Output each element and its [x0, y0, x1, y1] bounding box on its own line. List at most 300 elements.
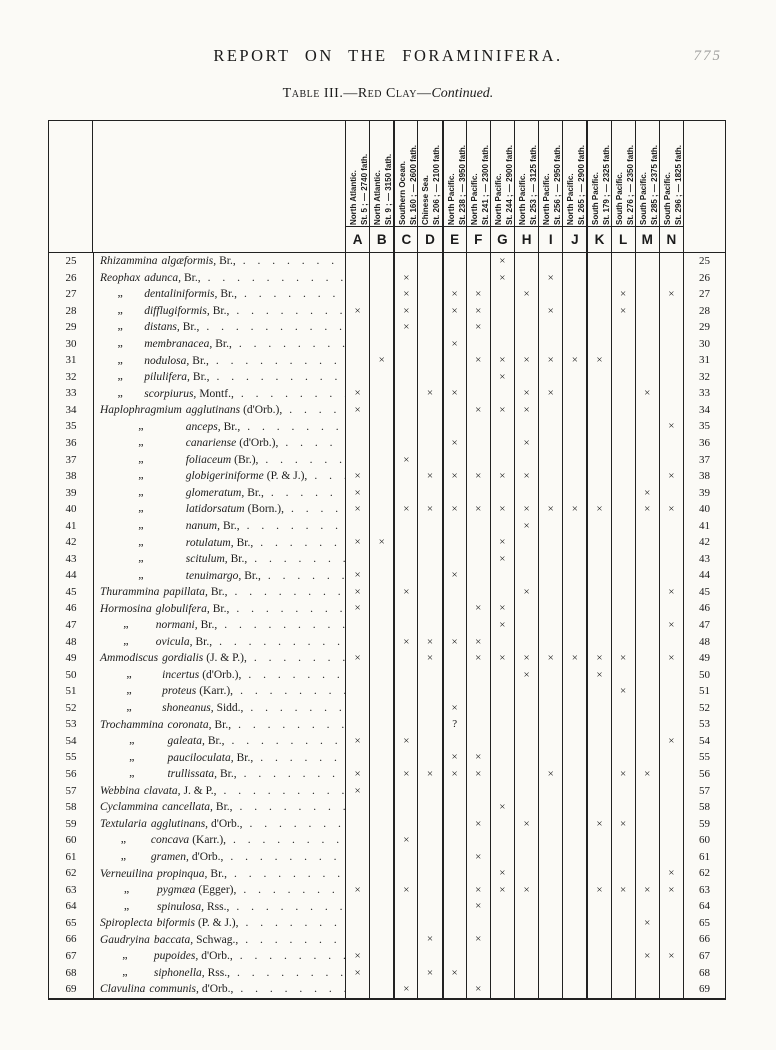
mark-cell-G-63: × — [490, 882, 514, 899]
row-number-right: 57 — [683, 783, 725, 800]
mark-cell-D-64 — [417, 898, 441, 915]
mark-cell-F-44 — [466, 567, 490, 584]
red-clay-table — [48, 120, 726, 1000]
mark-cell-G-56 — [490, 766, 514, 783]
authority: Br., — [192, 371, 210, 384]
dot-leaders — [229, 305, 345, 317]
mark-cell-K-32 — [586, 369, 610, 386]
mark-cell-C-48: × — [393, 634, 417, 651]
row-number-right: 47 — [683, 617, 725, 634]
mark-cell-B-66 — [369, 931, 393, 948]
mark-cell-I-40: × — [538, 501, 562, 518]
mark-cell-B-39 — [369, 485, 393, 502]
mark-cell-M-34 — [635, 402, 659, 419]
mark-cell-N-34 — [659, 402, 683, 419]
mark-cell-A-62 — [345, 865, 369, 882]
mark-cell-I-36 — [538, 435, 562, 452]
mark-cell-E-56: × — [442, 766, 466, 783]
mark-cell-C-57 — [393, 783, 417, 800]
row-number-left: 57 — [65, 784, 77, 797]
mark-cell-M-56: × — [635, 766, 659, 783]
mark-cell-E-68: × — [442, 965, 466, 982]
species-row — [93, 435, 345, 452]
row-number-left: 52 — [65, 701, 77, 714]
mark-cell-D-40: × — [417, 501, 441, 518]
species-row — [93, 931, 345, 948]
species-row — [93, 700, 345, 717]
authority: Br., — [183, 271, 201, 284]
mark-cell-I-58 — [538, 799, 562, 816]
row-number-right: 50 — [683, 667, 725, 684]
mark-cell-G-50 — [490, 667, 514, 684]
station-label — [615, 125, 637, 225]
authority: (d'Orb.), — [243, 404, 283, 417]
mark-cell-L-54 — [611, 733, 635, 750]
mark-cell-B-58 — [369, 799, 393, 816]
ditto-mark: „ — [138, 501, 144, 515]
mark-cell-C-52 — [393, 700, 417, 717]
station-label — [663, 125, 685, 225]
mark-cell-B-32 — [369, 369, 393, 386]
species-row — [93, 749, 345, 766]
mark-cell-B-61 — [369, 849, 393, 866]
mark-cell-G-46: × — [490, 600, 514, 617]
mark-cell-D-41 — [417, 518, 441, 535]
mark-cell-F-37 — [466, 452, 490, 469]
species-name: incertus — [162, 668, 200, 681]
mark-cell-B-33 — [369, 385, 393, 402]
mark-cell-D-47 — [417, 617, 441, 634]
genus-slot: Hormosina — [100, 602, 152, 615]
mark-cell-E-28: × — [442, 303, 466, 320]
mark-cell-C-53 — [393, 716, 417, 733]
species-row — [93, 965, 345, 982]
genus-slot: Ammodiscus — [100, 652, 159, 665]
mark-cell-J-64 — [562, 898, 586, 915]
mark-cell-F-31: × — [466, 352, 490, 369]
species-name: shoneanus, — [162, 702, 214, 715]
mark-cell-A-53 — [345, 716, 369, 733]
mark-cell-E-63 — [442, 882, 466, 899]
mark-cell-C-68 — [393, 965, 417, 982]
dot-leaders — [210, 371, 345, 383]
mark-cell-A-42: × — [345, 534, 369, 551]
dot-leaders — [258, 454, 345, 466]
mark-cell-D-67 — [417, 948, 441, 965]
authority: (Karr.), — [192, 834, 227, 847]
mark-cell-C-55 — [393, 749, 417, 766]
mark-cell-D-61 — [417, 849, 441, 866]
mark-cell-C-32 — [393, 369, 417, 386]
dot-leaders — [253, 537, 345, 549]
mark-cell-D-48: × — [417, 634, 441, 651]
genus-slot — [100, 550, 182, 565]
mark-cell-H-58 — [514, 799, 538, 816]
row-number-left: 53 — [65, 718, 77, 731]
column-header-I — [538, 121, 562, 253]
row-number-left: 56 — [65, 767, 77, 780]
row-number-left: 54 — [65, 734, 77, 747]
mark-cell-L-31 — [611, 352, 635, 369]
ditto-mark: „ — [123, 633, 129, 647]
mark-cell-K-48 — [586, 634, 610, 651]
species-name: propinqua, — [157, 867, 208, 880]
row-number-left: 48 — [65, 635, 77, 648]
column-header-A — [345, 121, 369, 253]
row-number-right: 32 — [683, 369, 725, 386]
mark-cell-N-61 — [659, 849, 683, 866]
column-header-B — [369, 121, 393, 253]
mark-cell-F-64: × — [466, 898, 490, 915]
mark-cell-N-49: × — [659, 650, 683, 667]
authority: Br., — [200, 619, 218, 632]
species-name: coronata, — [167, 718, 212, 731]
mark-cell-E-60 — [442, 832, 466, 849]
mark-cell-D-33: × — [417, 385, 441, 402]
mark-cell-M-27 — [635, 286, 659, 303]
mark-cell-B-43 — [369, 551, 393, 568]
mark-cell-H-62 — [514, 865, 538, 882]
mark-cell-F-51 — [466, 683, 490, 700]
mark-cell-A-67: × — [345, 948, 369, 965]
mark-cell-J-58 — [562, 799, 586, 816]
mark-cell-E-55: × — [442, 749, 466, 766]
mark-cell-G-52 — [490, 700, 514, 717]
mark-cell-L-27: × — [611, 286, 635, 303]
dot-leaders — [243, 702, 345, 714]
mark-cell-E-35 — [442, 418, 466, 435]
row-number-left: 32 — [65, 370, 77, 383]
mark-cell-L-44 — [611, 567, 635, 584]
mark-cell-J-43 — [562, 551, 586, 568]
mark-cell-K-49: × — [586, 650, 610, 667]
mark-cell-N-51 — [659, 683, 683, 700]
mark-cell-G-47: × — [490, 617, 514, 634]
mark-cell-N-33 — [659, 385, 683, 402]
row-number-right: 48 — [683, 634, 725, 651]
mark-cell-B-35 — [369, 418, 393, 435]
genus-slot — [100, 335, 140, 350]
genus-slot: Clavulina — [100, 983, 146, 996]
dot-leaders — [247, 652, 345, 664]
mark-cell-L-56: × — [611, 766, 635, 783]
mark-cell-C-64 — [393, 898, 417, 915]
mark-cell-C-59 — [393, 816, 417, 833]
column-letter: F — [467, 226, 490, 252]
row-number-left: 50 — [65, 668, 77, 681]
species-row — [93, 816, 345, 833]
mark-cell-C-41 — [393, 518, 417, 535]
mark-cell-G-28 — [490, 303, 514, 320]
species-row — [93, 915, 345, 932]
mark-cell-I-56: × — [538, 766, 562, 783]
mark-cell-A-52 — [345, 700, 369, 717]
mark-cell-D-35 — [417, 418, 441, 435]
row-number-left: 49 — [65, 652, 77, 665]
genus-slot — [100, 567, 182, 582]
mark-cell-F-49: × — [466, 650, 490, 667]
mark-cell-I-55 — [538, 749, 562, 766]
ditto-mark: „ — [117, 302, 123, 316]
column-header-H — [514, 121, 538, 253]
mark-cell-H-66 — [514, 931, 538, 948]
mark-cell-N-27: × — [659, 286, 683, 303]
ditto-mark: „ — [117, 368, 123, 383]
mark-cell-L-60 — [611, 832, 635, 849]
mark-cell-F-50 — [466, 667, 490, 684]
mark-cell-G-49: × — [490, 650, 514, 667]
mark-cell-D-46 — [417, 600, 441, 617]
genus-slot — [100, 848, 147, 863]
mark-cell-I-43 — [538, 551, 562, 568]
ditto-mark: „ — [126, 666, 132, 680]
row-number-right: 46 — [683, 600, 725, 617]
mark-cell-I-63 — [538, 882, 562, 899]
column-header-C — [393, 121, 417, 253]
station-label — [349, 125, 371, 225]
row-number-left: 25 — [65, 255, 77, 267]
mark-cell-B-41 — [369, 518, 393, 535]
mark-cell-M-54 — [635, 733, 659, 750]
row-number-left: 58 — [65, 801, 77, 814]
mark-cell-N-46 — [659, 600, 683, 617]
mark-cell-I-69 — [538, 981, 562, 998]
mark-cell-H-67 — [514, 948, 538, 965]
mark-cell-M-69 — [635, 981, 659, 998]
mark-cell-J-63 — [562, 882, 586, 899]
station-depth: St. 160 ; — 2600 fath. — [408, 144, 418, 225]
ocean-name: Southern Ocean. — [398, 160, 408, 225]
column-header-D — [417, 121, 441, 253]
mark-cell-L-30 — [611, 336, 635, 353]
mark-cell-F-35 — [466, 418, 490, 435]
running-head: REPORT ON THE FORAMINIFERA. — [213, 46, 563, 65]
genus-slot — [100, 302, 140, 317]
row-number-right: 33 — [683, 385, 725, 402]
row-number-right: 37 — [683, 452, 725, 469]
row-number-left: 51 — [65, 685, 77, 698]
dot-leaders — [229, 901, 345, 913]
mark-cell-G-60 — [490, 832, 514, 849]
mark-cell-G-42: × — [490, 534, 514, 551]
mark-cell-C-50 — [393, 667, 417, 684]
mark-cell-D-69 — [417, 981, 441, 998]
authority: Br., — [192, 354, 209, 367]
dot-leaders — [240, 520, 345, 532]
genus-slot — [100, 437, 182, 449]
mark-cell-E-31 — [442, 352, 466, 369]
row-number-left: 62 — [65, 867, 77, 880]
mark-cell-G-41 — [490, 518, 514, 535]
authority: (d'Orb.), — [239, 437, 279, 450]
mark-cell-E-62 — [442, 865, 466, 882]
mark-cell-N-58 — [659, 799, 683, 816]
mark-cell-K-52 — [586, 700, 610, 717]
mark-cell-B-27 — [369, 286, 393, 303]
ocean-name: North Atlantic. — [349, 170, 358, 225]
row-number-right: 53 — [683, 716, 725, 733]
mark-cell-K-45 — [586, 584, 610, 601]
mark-cell-G-43: × — [490, 551, 514, 568]
species-row — [93, 617, 345, 634]
mark-cell-H-56 — [514, 766, 538, 783]
mark-cell-I-31: × — [538, 352, 562, 369]
mark-cell-G-57 — [490, 783, 514, 800]
mark-cell-N-43 — [659, 551, 683, 568]
ditto-mark: „ — [122, 947, 128, 962]
column-letter: B — [370, 226, 393, 252]
row-number-right: 52 — [683, 700, 725, 717]
genus-slot — [100, 418, 182, 433]
mark-cell-I-34 — [538, 402, 562, 419]
mark-cell-N-63: × — [659, 882, 683, 899]
ocean-name: South Pacific. — [662, 172, 672, 225]
row-number-right: 45 — [683, 584, 725, 601]
mark-cell-N-42 — [659, 534, 683, 551]
mark-cell-B-44 — [369, 567, 393, 584]
species-name: communis, — [149, 983, 199, 996]
mark-cell-B-51 — [369, 683, 393, 700]
mark-cell-I-35 — [538, 418, 562, 435]
mark-cell-J-68 — [562, 965, 586, 982]
mark-cell-G-45 — [490, 584, 514, 601]
mark-cell-L-47 — [611, 617, 635, 634]
species-row — [93, 567, 345, 584]
mark-cell-I-62 — [538, 865, 562, 882]
authority: d'Orb., — [201, 983, 234, 996]
mark-cell-M-33: × — [635, 385, 659, 402]
mark-cell-M-38 — [635, 468, 659, 485]
mark-cell-F-59: × — [466, 816, 490, 833]
mark-cell-B-47 — [369, 617, 393, 634]
genus-slot — [100, 470, 182, 482]
mark-cell-N-39 — [659, 485, 683, 502]
genus-slot — [100, 619, 152, 631]
mark-cell-I-47 — [538, 617, 562, 634]
mark-cell-M-32 — [635, 369, 659, 386]
mark-cell-F-43 — [466, 551, 490, 568]
mark-cell-H-46 — [514, 600, 538, 617]
row-number-left: 36 — [65, 437, 77, 450]
mark-cell-N-52 — [659, 700, 683, 717]
row-number-left: 69 — [65, 983, 77, 996]
species-row — [93, 667, 345, 684]
mark-cell-E-40: × — [442, 501, 466, 518]
ditto-mark: „ — [138, 418, 144, 432]
station-depth: St. 265 ; — 2900 fath. — [576, 144, 586, 225]
ditto-mark: „ — [138, 567, 144, 581]
mark-cell-B-68 — [369, 965, 393, 982]
mark-cell-N-69 — [659, 981, 683, 998]
row-number-left: 60 — [65, 834, 77, 847]
mark-cell-C-33 — [393, 385, 417, 402]
station-label — [373, 125, 395, 225]
authority: Br., — [214, 718, 232, 731]
authority: Br., — [195, 635, 213, 648]
mark-cell-A-34: × — [345, 402, 369, 419]
mark-cell-J-36 — [562, 435, 586, 452]
mark-cell-D-53 — [417, 716, 441, 733]
mark-cell-M-53 — [635, 716, 659, 733]
species-row — [93, 733, 345, 750]
mark-cell-E-49 — [442, 650, 466, 667]
mark-cell-E-58 — [442, 799, 466, 816]
mark-cell-C-54: × — [393, 733, 417, 750]
mark-cell-D-56: × — [417, 766, 441, 783]
mark-cell-E-38: × — [442, 468, 466, 485]
mark-cell-M-64 — [635, 898, 659, 915]
mark-cell-H-49: × — [514, 650, 538, 667]
mark-cell-L-34 — [611, 402, 635, 419]
mark-cell-C-51 — [393, 683, 417, 700]
genus-slot: Textularia — [100, 817, 147, 830]
column-header-J — [562, 121, 586, 253]
authority: Br., — [244, 569, 261, 582]
species-name: pilulifera, — [144, 371, 190, 384]
mark-cell-F-26 — [466, 270, 490, 287]
mark-cell-F-27: × — [466, 286, 490, 303]
mark-cell-C-27: × — [393, 286, 417, 303]
row-number-right: 31 — [683, 352, 725, 369]
mark-cell-L-36 — [611, 435, 635, 452]
genus-slot — [100, 732, 163, 747]
mark-cell-H-68 — [514, 965, 538, 982]
mark-cell-D-36 — [417, 435, 441, 452]
mark-cell-C-31 — [393, 352, 417, 369]
row-number-right: 42 — [683, 534, 725, 551]
row-number-right: 63 — [683, 882, 725, 899]
mark-cell-N-44 — [659, 567, 683, 584]
mark-cell-B-67 — [369, 948, 393, 965]
mark-cell-J-37 — [562, 452, 586, 469]
mark-cell-F-58 — [466, 799, 490, 816]
mark-cell-I-37 — [538, 452, 562, 469]
row-number-right: 25 — [683, 253, 725, 270]
mark-cell-H-63: × — [514, 882, 538, 899]
mark-cell-F-33 — [466, 385, 490, 402]
genus-slot: Verneuilina — [100, 867, 154, 880]
mark-cell-D-52 — [417, 700, 441, 717]
genus-slot: Rhizammina — [100, 255, 158, 268]
mark-cell-H-36: × — [514, 435, 538, 452]
authority: (P. & J.), — [197, 917, 239, 930]
mark-cell-H-44 — [514, 567, 538, 584]
row-number-right: 35 — [683, 418, 725, 435]
mark-cell-J-49: × — [562, 650, 586, 667]
mark-cell-I-57 — [538, 783, 562, 800]
mark-cell-C-45: × — [393, 584, 417, 601]
station-depth: St. 206 ; — 2100 fath. — [431, 144, 441, 225]
row-number-right: 68 — [683, 965, 725, 982]
mark-cell-M-26 — [635, 270, 659, 287]
header-corner-species — [93, 121, 345, 253]
mark-cell-L-65 — [611, 915, 635, 932]
mark-cell-J-57 — [562, 783, 586, 800]
row-number-left: 27 — [65, 288, 77, 301]
mark-cell-G-40: × — [490, 501, 514, 518]
mark-cell-K-53 — [586, 716, 610, 733]
mark-cell-C-26: × — [393, 270, 417, 287]
authority: Br., — [215, 338, 232, 350]
mark-cell-C-58 — [393, 799, 417, 816]
mark-cell-K-33 — [586, 385, 610, 402]
mark-cell-A-64 — [345, 898, 369, 915]
mark-cell-J-54 — [562, 733, 586, 750]
mark-cell-F-30 — [466, 336, 490, 353]
mark-cell-E-45 — [442, 584, 466, 601]
mark-cell-N-64 — [659, 898, 683, 915]
mark-cell-I-25 — [538, 253, 562, 270]
